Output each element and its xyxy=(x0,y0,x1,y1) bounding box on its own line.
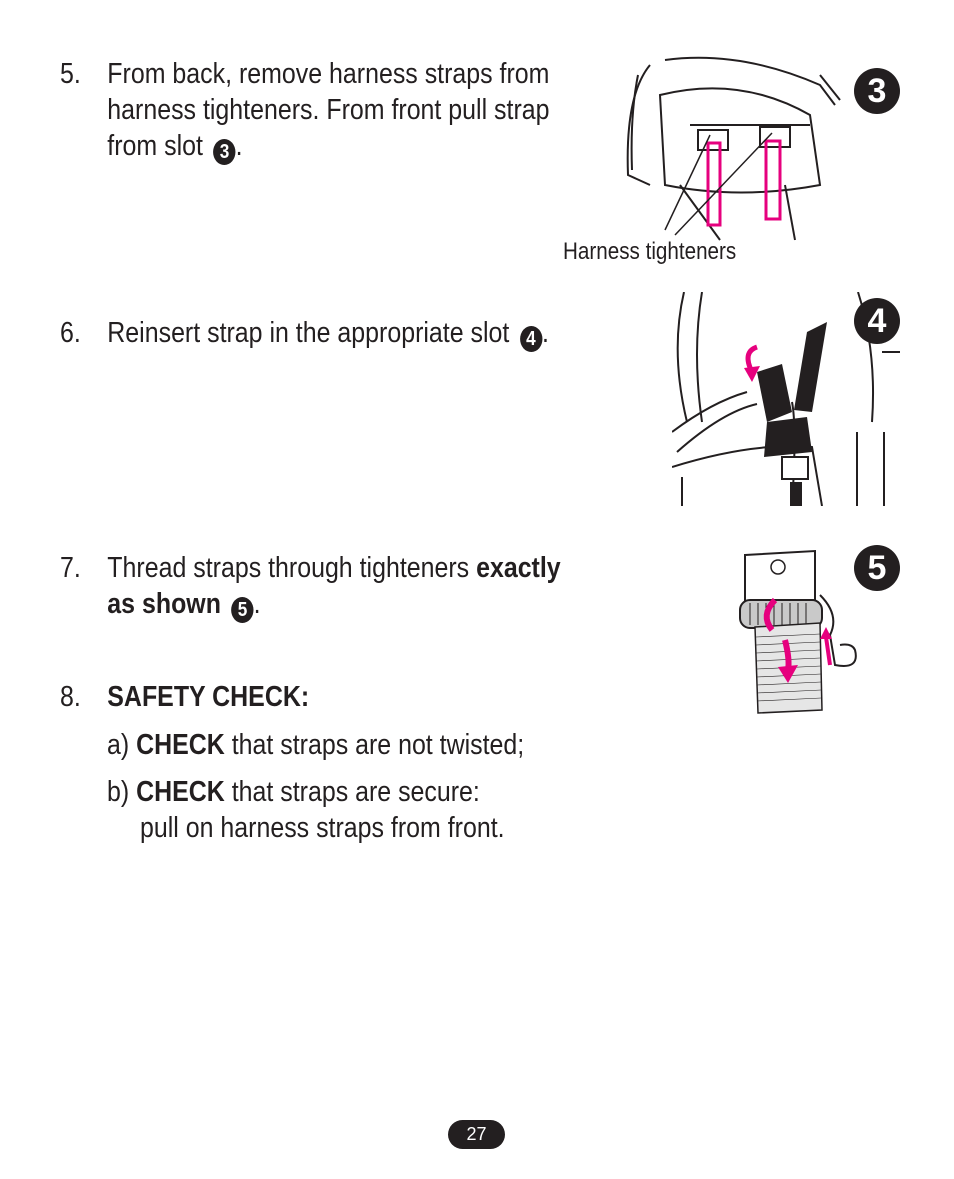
step-line xyxy=(107,128,549,165)
step-line-text: from slot xyxy=(107,130,210,162)
figure-5-badge: 5 xyxy=(854,545,900,591)
check-text: that straps are not twisted; xyxy=(224,729,525,761)
page-number: 27 xyxy=(448,1120,505,1149)
figure-3-badge: 3 xyxy=(854,68,900,114)
step-bold-text: exactly xyxy=(476,552,561,584)
step-text xyxy=(107,315,549,352)
step-text xyxy=(107,56,549,165)
check-prefix: b) xyxy=(107,776,137,808)
step-badge: 5 xyxy=(231,597,253,623)
figure-3-caption: Harness tighteners xyxy=(563,238,737,265)
figure-3-illustration xyxy=(620,55,860,245)
step-suffix: . xyxy=(542,317,549,349)
step-number: 8. xyxy=(60,681,81,713)
figure-5-illustration xyxy=(730,545,870,715)
figure-4-badge: 4 xyxy=(854,298,900,344)
step-suffix: . xyxy=(235,130,243,162)
step-line: From back, remove harness straps from xyxy=(107,58,550,90)
step-number: 7. xyxy=(60,552,81,584)
step-number: 6. xyxy=(60,317,81,349)
step-badge: 4 xyxy=(520,326,542,352)
step-line: harness tighteners. From front pull strap xyxy=(107,94,550,126)
safety-check-heading: SAFETY CHECK: xyxy=(107,681,310,713)
check-item-b-continuation: pull on harness straps from front. xyxy=(140,812,505,844)
step-suffix: . xyxy=(253,588,261,620)
step-line xyxy=(107,550,560,586)
step-line-text: Reinsert strap in the appropriate slot xyxy=(107,317,517,349)
check-bold: CHECK xyxy=(136,776,225,808)
step-bold-text: as shown xyxy=(107,588,228,620)
check-bold: CHECK xyxy=(136,729,225,761)
step-text xyxy=(107,550,560,623)
check-text: that straps are secure: xyxy=(224,776,480,808)
step-badge: 3 xyxy=(213,139,235,165)
step-number: 5. xyxy=(60,58,81,90)
check-prefix: a) xyxy=(107,729,137,761)
step-line-text: Thread straps through tighteners xyxy=(107,552,477,584)
check-item-b xyxy=(107,774,480,810)
check-item-a xyxy=(107,727,524,763)
step-heading xyxy=(107,679,309,715)
step-line xyxy=(107,586,560,623)
